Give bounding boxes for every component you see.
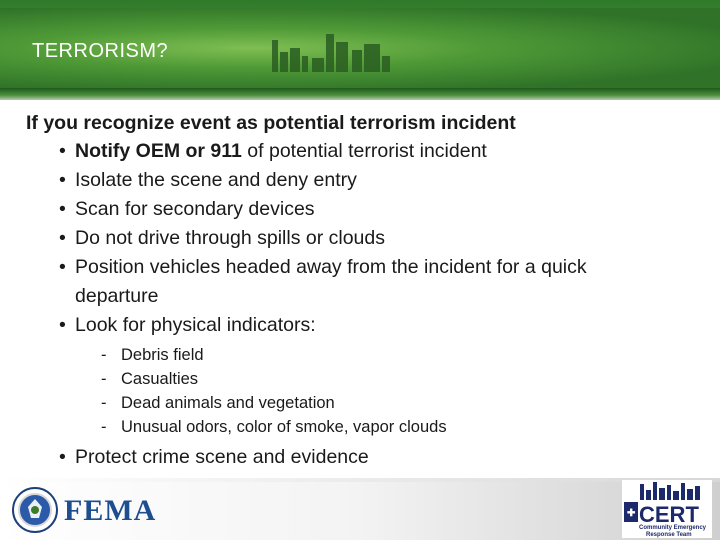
bullet-item: • Notify OEM or 911 of potential terrorist incident	[59, 140, 487, 162]
header-band	[0, 0, 720, 100]
bullet-item: • Scan for secondary devices	[59, 198, 315, 220]
lead-text: If you recognize event as potential terrorism incident	[26, 112, 516, 134]
dhs-seal-icon	[12, 487, 58, 533]
cert-subtitle-2: Response Team	[646, 532, 692, 538]
bullet-text: Do not drive through spills or clouds	[75, 227, 385, 249]
cert-logo-icon	[622, 480, 712, 538]
cert-text: CERT	[639, 502, 699, 527]
bullet-item: • Look for physical indicators: - Debris field - Casualties - Dead animals and vegetation - Unusual odors, color of smoke, vapor clouds	[59, 311, 706, 439]
indicator-item: - Dead animals and vegetation	[101, 394, 335, 412]
bullet-text: Protect crime scene and evidence	[75, 446, 369, 468]
bullet-text: Scan for secondary devices	[75, 198, 315, 220]
bullet-list	[26, 137, 706, 472]
slide-title: TERRORISM?	[32, 40, 169, 62]
indicator-item: - Unusual odors, color of smoke, vapor clouds	[101, 418, 447, 436]
indicator-item: - Casualties	[101, 370, 199, 388]
indicator-item: - Debris field	[101, 346, 204, 364]
bullet-bold-text: Notify OEM or 911	[75, 140, 242, 162]
bullet-text: of potential terrorist incident	[241, 140, 487, 162]
skyline-icon	[268, 30, 398, 72]
bullet-text: Position vehicles headed away from the incident for a quick departure	[75, 256, 587, 307]
bullet-text: Isolate the scene and deny entry	[75, 169, 357, 191]
bullet-item: • Protect crime scene and evidence	[59, 446, 369, 468]
indicator-list	[75, 343, 706, 439]
bullet-item: • Isolate the scene and deny entry	[59, 169, 357, 191]
header-bottom-strip	[0, 88, 720, 100]
bullet-item: • Position vehicles headed away from the incident for a quick departure	[59, 256, 587, 307]
slide-content	[26, 110, 706, 472]
bullet-text: Look for physical indicators:	[75, 314, 316, 336]
bullet-item: • Do not drive through spills or clouds	[59, 227, 385, 249]
cert-subtitle-1: Community Emergency	[639, 525, 707, 531]
svg-text:✚: ✚	[627, 508, 636, 519]
footer-divider	[0, 478, 720, 482]
fema-logo: FEMA	[64, 494, 157, 527]
